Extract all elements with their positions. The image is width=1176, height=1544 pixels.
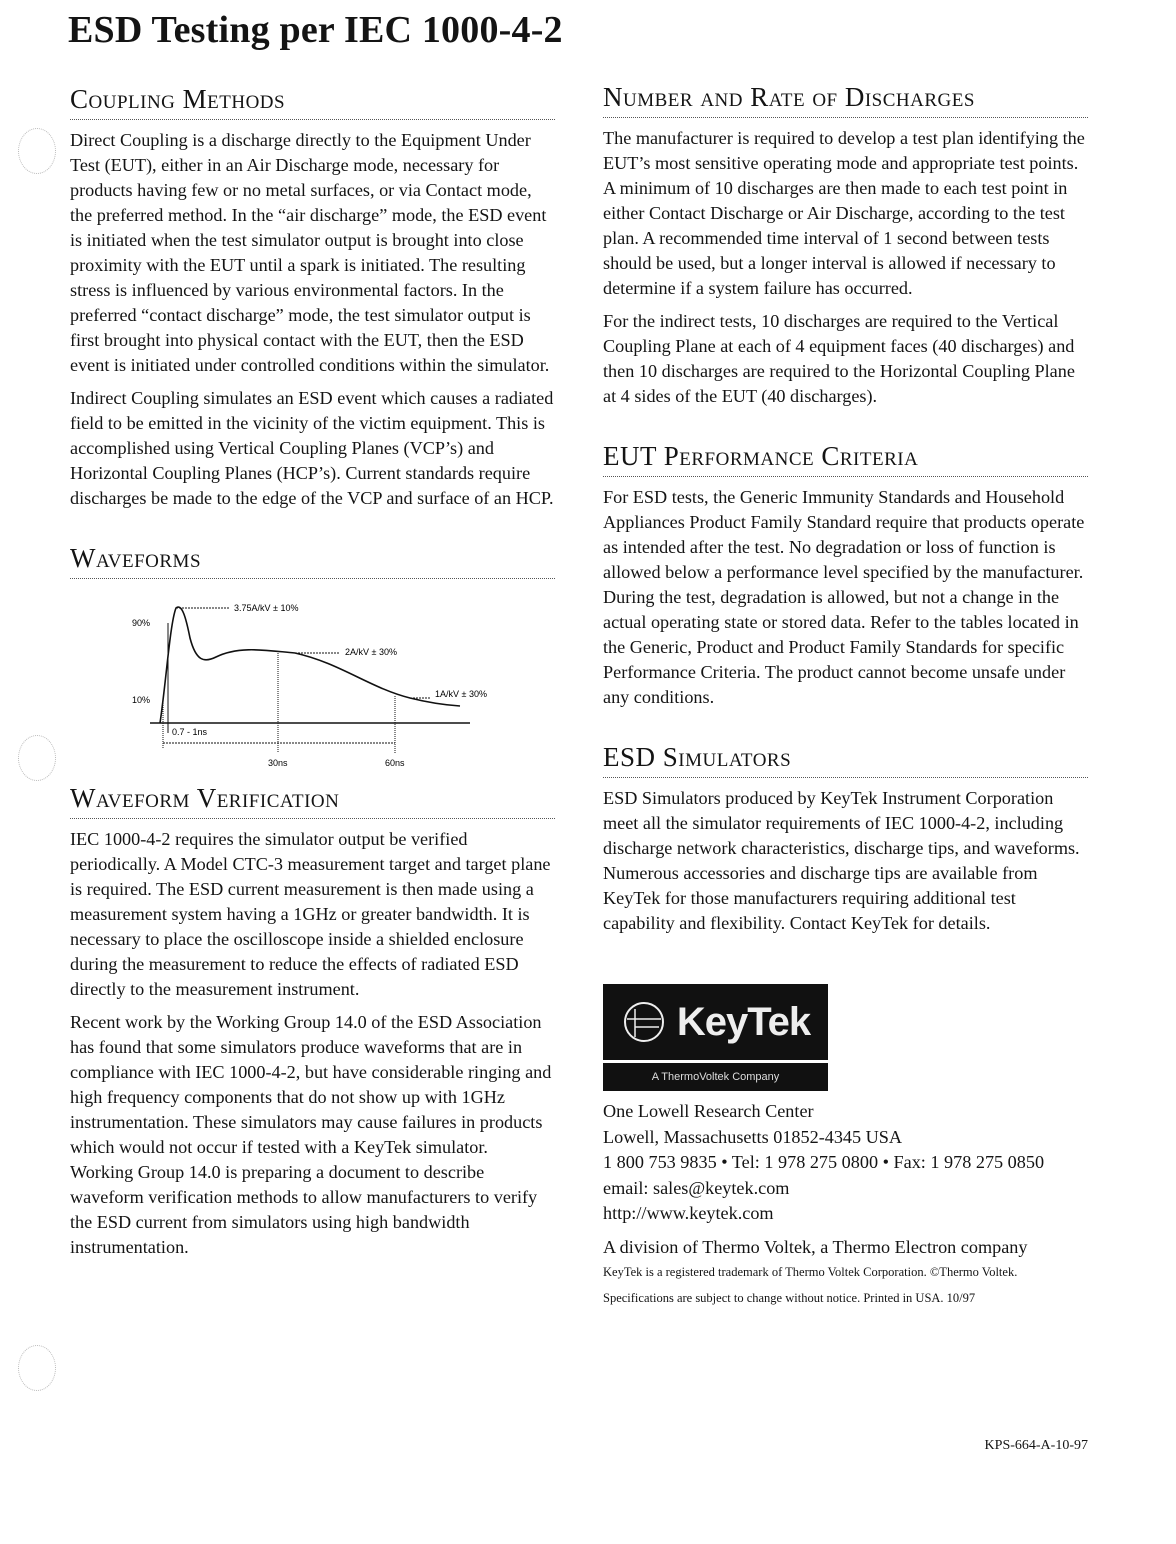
right-column <box>603 82 1088 1311</box>
keytek-logo <box>603 984 828 1091</box>
label-90: 90% <box>132 618 151 628</box>
address-block <box>603 1099 1088 1311</box>
tail-label: 1A/kV ± 30% <box>435 689 487 699</box>
fine-print: Specifications are subject to change without notice. Printed in USA. 10/97 <box>603 1290 976 1305</box>
t1-label: 30ns <box>268 758 288 768</box>
paragraph: Recent work by the Working Group 14.0 of the ESD Association has found that some simulators produce waveforms that are in compliance with IEC 1000-4-2, but have considerable ringing and high frequency components that do not show up with 1GHz instrumentation. These simulators may cause failures in products which would not occur if tested with a KeyTek simulator. Working Group 14.0 is preparing a document to describe waveform verification methods to allow manufacturers to verify the ESD current from simulators using high bandwidth instrumentation. <box>70 1012 552 1257</box>
left-column <box>70 84 555 1266</box>
label-10: 10% <box>132 695 151 705</box>
document-code: KPS-664-A-10-97 <box>984 1438 1088 1453</box>
waveforms-section <box>70 543 555 783</box>
paragraph: ESD Simulators produced by KeyTek Instrument Corporation meet all the simulator requirements of IEC 1000-4-2, including discharge network characteristics, discharge tips, and waveforms. Numerous accessories and discharge tips are available from KeyTek for those manufacturers requiring additional test capability and flexibility. Contact KeyTek for details. <box>603 788 1080 933</box>
page-title: ESD Testing per IEC 1000-4-2 <box>68 9 563 51</box>
number-rate-section <box>603 82 1088 409</box>
waveform-verification-section <box>70 783 555 1260</box>
division-line: A division of Thermo Voltek, a Thermo Electron company <box>603 1236 1028 1257</box>
section-heading: Waveforms <box>70 543 555 579</box>
web-line: http://www.keytek.com <box>603 1203 774 1223</box>
coupling-methods-section <box>70 84 555 511</box>
t2-label: 60ns <box>385 758 405 768</box>
paragraph: Direct Coupling is a discharge directly to the Equipment Under Test (EUT), either in an Air Discharge mode, necessary for products having few or no metal surfaces, or via Contact mode, the preferred method. In the “air discharge” mode, the ESD event is initiated when the test simulator output is brought into close proximity with the EUT until a spark is initiated. The resulting stress is influenced by various environmental factors. In the preferred “contact discharge” mode, the test simulator output is first brought into physical contact with the EUT, then the ESD event is initiated under controlled conditions within the simulator. <box>70 130 550 375</box>
rise-label: 0.7 - 1ns <box>172 727 208 737</box>
hole-punch-mark <box>18 735 56 781</box>
hole-punch-mark <box>18 128 56 174</box>
esd-waveform-diagram <box>70 583 555 783</box>
section-heading: EUT Performance Criteria <box>603 441 1088 477</box>
paragraph: For the indirect tests, 10 discharges are required to the Vertical Coupling Plane at each of 4 equipment faces (40 discharges) and then 10 discharges are required to the Horizontal Coupling Plane at 4 sides of the EUT (40 discharges). <box>603 311 1075 406</box>
logo-tagline: A ThermoVoltek Company <box>603 1063 828 1091</box>
section-heading: Waveform Verification <box>70 783 555 819</box>
logo-name: KeyTek <box>676 999 811 1044</box>
email-line: email: sales@keytek.com <box>603 1177 790 1198</box>
peak-label: 3.75A/kV ± 10% <box>234 603 299 613</box>
section-heading: Number and Rate of Discharges <box>603 82 1088 118</box>
mid-label: 2A/kV ± 30% <box>345 647 397 657</box>
paragraph: Indirect Coupling simulates an ESD event which causes a radiated field to be emitted in the vicinity of the victim equipment. This is accomplished using Vertical Coupling Planes (VCP’s) and Horizontal Coupling Planes (HCP’s). Current standards require discharges be made to the edge of the VCP and surface of an HCP. <box>70 388 554 508</box>
address-line: Lowell, Massachusetts 01852-4345 USA <box>603 1126 903 1147</box>
hole-punch-mark <box>18 1345 56 1391</box>
section-heading: ESD Simulators <box>603 742 1088 778</box>
address-line: One Lowell Research Center <box>603 1101 814 1121</box>
paragraph: IEC 1000-4-2 requires the simulator output be verified periodically. A Model CTC-3 measurement target and target plane is required. The ESD current measurement is then made using a measurement system having a 1GHz or greater bandwidth. It is necessary to place the oscilloscope inside a shielded enclosure during the measurement to reduce the effects of radiated ESD directly to the measurement instrument. <box>70 829 551 999</box>
section-heading: Coupling Methods <box>70 84 555 120</box>
paragraph: The manufacturer is required to develop a test plan identifying the EUT’s most sensitive operating mode and appropriate test points. A minimum of 10 discharges are then made to each test point in either Contact Discharge or Air Discharge, according to the test plan. A recommended time interval of 1 second between tests should be used, but a longer interval is allowed if necessary to determine if a system failure has occurred. <box>603 128 1085 298</box>
keytek-emblem-icon <box>621 999 667 1045</box>
simulators-section <box>603 742 1088 936</box>
paragraph: For ESD tests, the Generic Immunity Standards and Household Appliances Product Family Standard require that products operate as intended after the test. No degradation or loss of function is allowed below a performance level specified by the manufacturer. During the test, degradation is allowed, but not a change in the actual operating state or stored data. Refer to the tables located in the Generic, Product and Product Family Standards for specific Performance Criteria. The product cannot become unsafe under any conditions. <box>603 487 1085 707</box>
eut-criteria-section <box>603 441 1088 710</box>
phone-line: 1 800 753 9835 • Tel: 1 978 275 0800 • Fax: 1 978 275 0850 <box>603 1152 1045 1172</box>
fine-print: KeyTek is a registered trademark of Thermo Voltek Corporation. ©Thermo Voltek. <box>603 1265 1018 1279</box>
